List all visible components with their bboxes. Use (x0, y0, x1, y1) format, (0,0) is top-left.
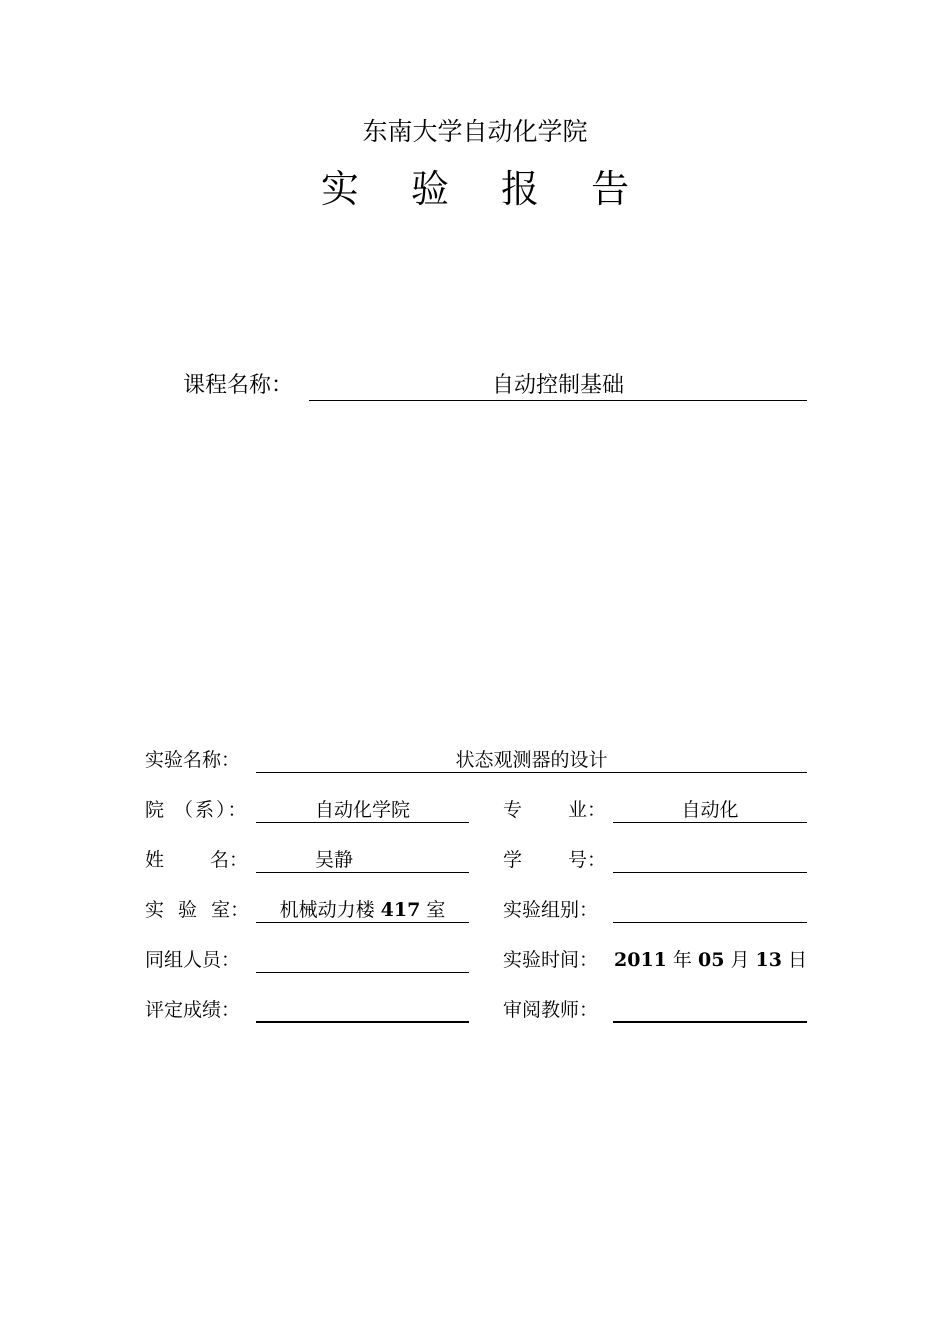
teacher-underline (613, 1021, 807, 1023)
report-title: 实 验 报 告 (320, 167, 650, 211)
student-name-value: 吴静 (314, 849, 353, 871)
major-underline (613, 822, 807, 823)
date-label: 实验时间： (503, 949, 599, 971)
school-name: 东南大学自动化学院 (362, 117, 588, 146)
experiment-name-label: 实验名称： (145, 749, 241, 771)
group-underline (613, 922, 807, 923)
major-label: 专 业： (503, 799, 607, 821)
department-label: 院 （系）： (145, 799, 249, 821)
teacher-label: 审阅教师： (503, 999, 599, 1021)
group-label: 实验组别： (503, 899, 599, 921)
student-name-label: 姓 名： (145, 849, 249, 871)
department-underline (256, 822, 469, 823)
student-id-label: 学 号： (503, 849, 607, 871)
lab-underline (256, 922, 469, 923)
department-value: 自动化学院 (314, 799, 410, 821)
members-underline (256, 972, 469, 973)
course-name-underline (309, 400, 807, 401)
grade-label: 评定成绩： (145, 999, 241, 1021)
members-label: 同组人员： (145, 949, 241, 971)
student-id-underline (613, 872, 807, 873)
grade-underline (256, 1021, 469, 1023)
experiment-name-value: 状态观测器的设计 (455, 749, 608, 771)
lab-label: 实 验 室： (145, 899, 250, 921)
experiment-name-underline (256, 772, 807, 773)
date-value: 2011 年 05 月 13 日 (614, 949, 808, 971)
lab-value: 机械动力楼 417 室 (279, 899, 446, 921)
course-name-value: 自动控制基础 (491, 373, 624, 398)
major-value: 自动化 (681, 799, 739, 821)
student-name-underline (256, 872, 469, 873)
course-name-label: 课程名称： (183, 373, 294, 398)
